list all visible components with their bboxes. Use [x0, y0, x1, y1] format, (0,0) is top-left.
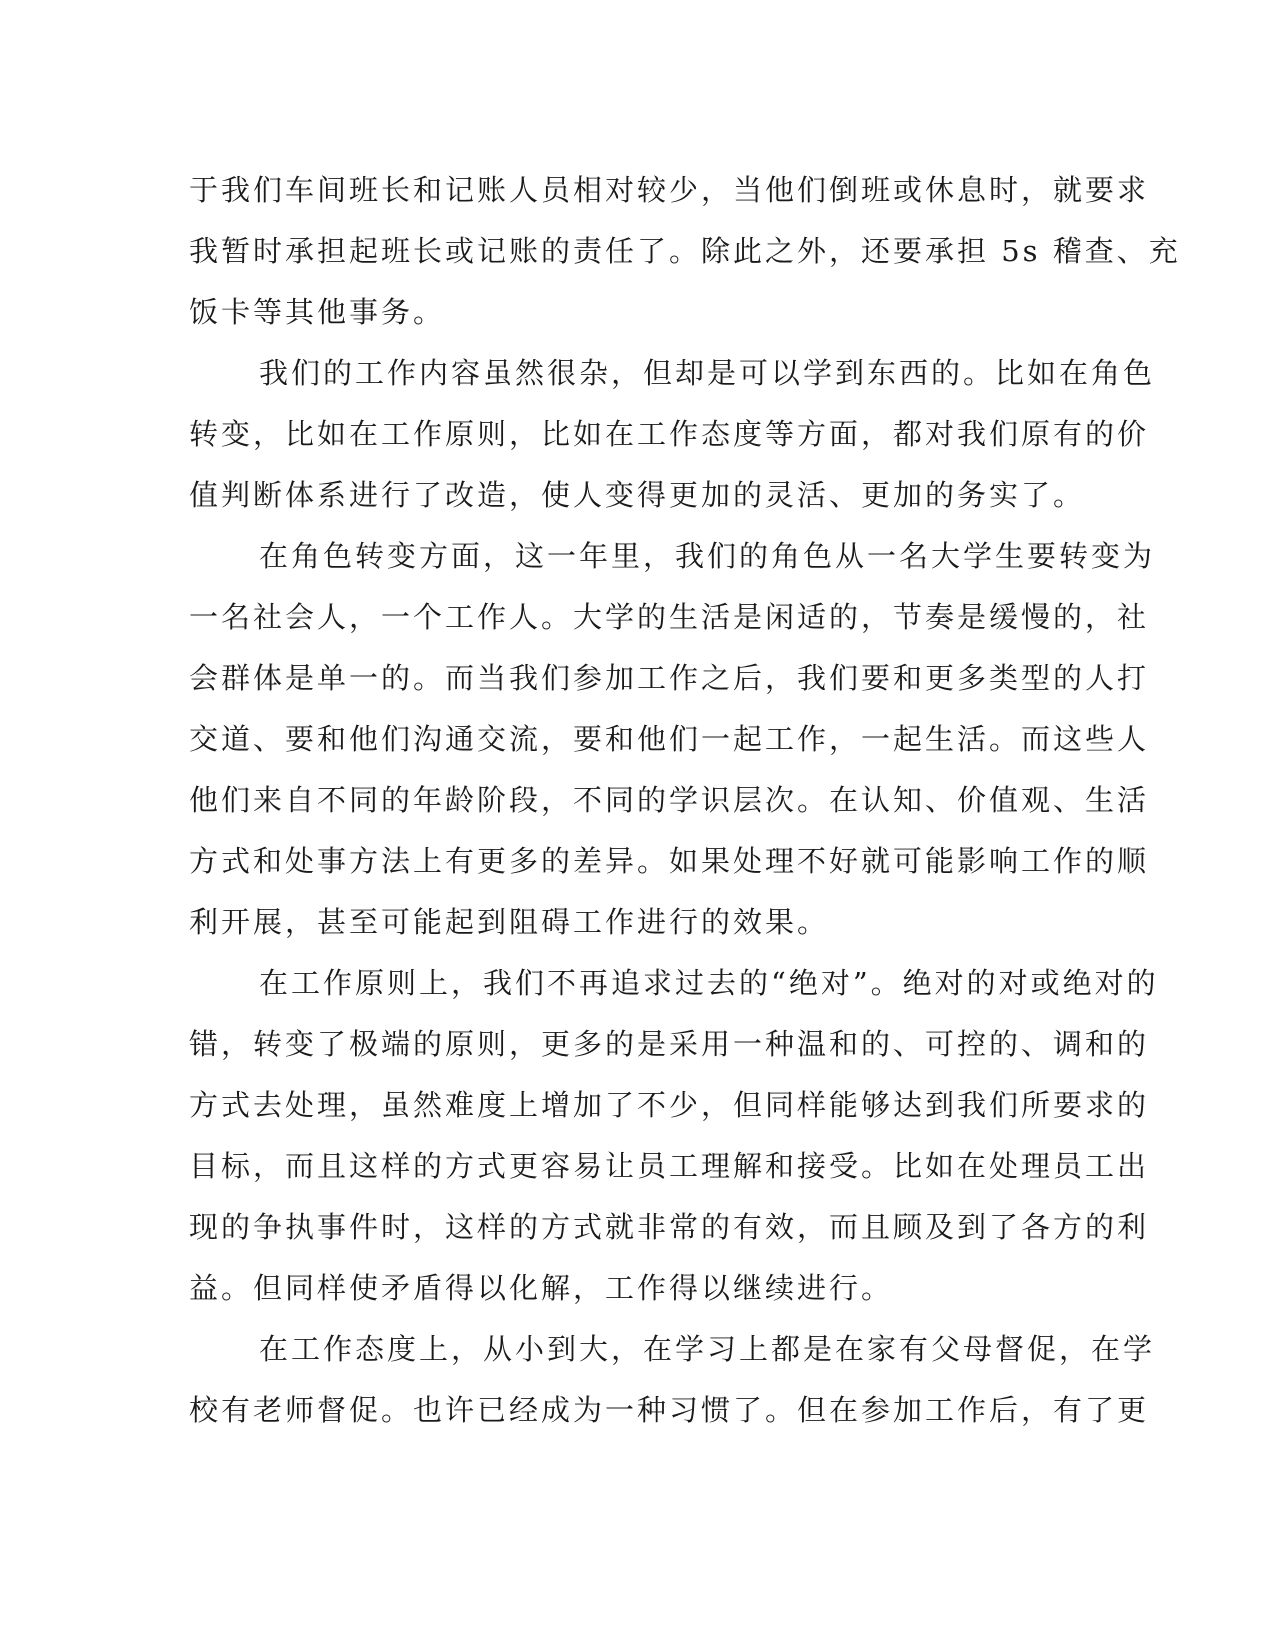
document-body — [189, 160, 1181, 1441]
paragraph-first-line: 我们的工作内容虽然很杂，但却是可以学到东西的。比如在角色 — [259, 356, 1156, 390]
paragraph-first-line: 在工作态度上，从小到大，在学习上都是在家有父母督促，在学 — [259, 1332, 1156, 1366]
text-line: 现的争执事件时，这样的方式就非常的有效，而且顾及到了各方的利 — [189, 1210, 1150, 1244]
text-line: 目标，而且这样的方式更容易让员工理解和接受。比如在处理员工出 — [189, 1149, 1150, 1183]
text-line: 饭卡等其他事务。 — [189, 295, 446, 329]
paragraph-first-line: 在工作原则上，我们不再追求过去的“绝对”。绝对的对或绝对的 — [259, 966, 1159, 1000]
text-line: 值判断体系进行了改造，使人变得更加的灵活、更加的务实了。 — [189, 478, 1086, 512]
paragraph-first-line: 在角色转变方面，这一年里，我们的角色从一名大学生要转变为 — [259, 539, 1156, 573]
text-line: 利开展，甚至可能起到阻碍工作进行的效果。 — [189, 905, 830, 939]
text-line: 校有老师督促。也许已经成为一种习惯了。但在参加工作后，有了更 — [189, 1393, 1150, 1427]
text-line: 交道、要和他们沟通交流，要和他们一起工作，一起生活。而这些人 — [189, 722, 1150, 756]
text-line: 转变，比如在工作原则，比如在工作态度等方面，都对我们原有的价 — [189, 417, 1150, 451]
text-line: 于我们车间班长和记账人员相对较少，当他们倒班或休息时，就要求 — [189, 173, 1150, 207]
text-line: 益。但同样使矛盾得以化解，工作得以继续进行。 — [189, 1271, 894, 1305]
text-line: 方式去处理，虽然难度上增加了不少，但同样能够达到我们所要求的 — [189, 1088, 1150, 1122]
text-line: 我暂时承担起班长或记账的责任了。除此之外，还要承担 5s 稽查、充 — [189, 234, 1181, 268]
text-line: 错，转变了极端的原则，更多的是采用一种温和的、可控的、调和的 — [189, 1027, 1150, 1061]
text-line: 一名社会人，一个工作人。大学的生活是闲适的，节奏是缓慢的，社 — [189, 600, 1150, 634]
text-line: 他们来自不同的年龄阶段，不同的学识层次。在认知、价值观、生活 — [189, 783, 1150, 817]
text-line: 方式和处事方法上有更多的差异。如果处理不好就可能影响工作的顺 — [189, 844, 1150, 878]
text-line: 会群体是单一的。而当我们参加工作之后，我们要和更多类型的人打 — [189, 661, 1150, 695]
